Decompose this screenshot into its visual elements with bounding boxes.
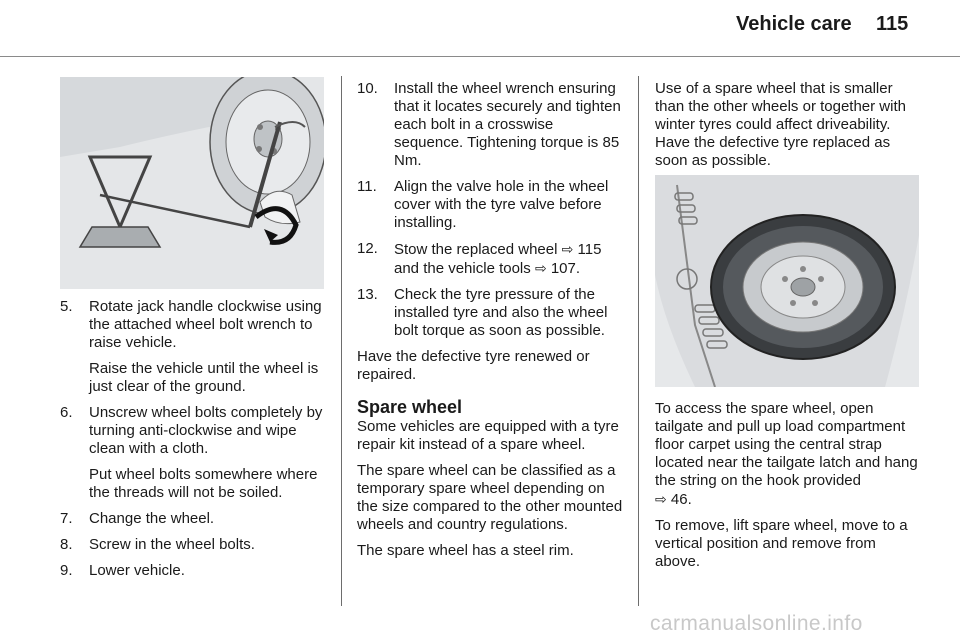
section-heading-spare-wheel: Spare wheel: [357, 397, 463, 417]
list-item-step-8: 8. Screw in the wheel bolts.: [60, 536, 255, 553]
list-item-step-13: 13. Check the tyre pressure of the installed tyre and also the wheel bolt torque as soon as possible.: [357, 286, 608, 339]
watermark: carmanualsonline.info: [650, 612, 863, 635]
page-ref-link[interactable]: 115: [577, 241, 602, 258]
list-item-step-12: 12. Stow the replaced wheel ⇨ 115 and the vehicle tools ⇨ 107.: [357, 240, 602, 277]
jack-wheel-illustration-icon: [60, 77, 324, 289]
paragraph-remove-spare: To remove, lift spare wheel, move to a vertical position and remove from above.: [655, 517, 908, 570]
header-divider: [0, 56, 960, 57]
paragraph-steel-rim: The spare wheel has a steel rim.: [357, 542, 574, 559]
paragraph-smaller-spare: Use of a spare wheel that is smaller than the other wheels or together with winter tyres could affect driveability. Have the defective tyre replaced as soon as possible.: [655, 80, 906, 169]
column-divider-1: [341, 76, 342, 606]
spare-wheel-illustration-icon: [655, 175, 919, 387]
page-ref-arrow-icon: ⇨: [655, 491, 667, 507]
paragraph-repair-kit: Some vehicles are equipped with a tyre repair kit instead of a spare wheel.: [357, 418, 619, 453]
column-3-top-text: [655, 80, 923, 178]
list-item-step-10: 10. Install the wheel wrench ensuring that it locates securely and tighten each bolt in a crosswise sequence. Tightening torque is 85 Nm.: [357, 80, 621, 169]
list-item-step-9: 9. Lower vehicle.: [60, 562, 185, 579]
page-title: Vehicle care: [736, 13, 852, 35]
paragraph-access-spare: To access the spare wheel, open tailgate and pull up load compartment floor carpet using the central strap located near the tailgate latch and hang the string on the hook provided ⇨ 46.: [655, 400, 918, 508]
steps-list-2: [357, 80, 625, 340]
list-item-step-7: 7. Change the wheel.: [60, 510, 215, 527]
page-ref-arrow-icon: ⇨: [534, 260, 547, 276]
column-1-text: [60, 298, 324, 588]
paragraph-temporary-spare: The spare wheel can be classified as a temporary spare wheel depending on the size compared to the other mounted wheels and country regulations.: [357, 462, 623, 533]
page-ref-link[interactable]: 107.: [550, 260, 581, 277]
page-ref-link[interactable]: 46.: [670, 491, 692, 508]
list-item-step-6: 6. Unscrew wheel bolts completely by turning anti-clockwise and wipe clean with a cloth. Put wheel bolts somewhere where the threads will not be soiled.: [60, 404, 323, 501]
page-ref-arrow-icon: ⇨: [561, 241, 574, 257]
column-3-bottom-text: [655, 400, 923, 579]
column-2-text: [357, 80, 625, 568]
column-divider-2: [638, 76, 639, 606]
paragraph-renew-tyre: Have the defective tyre renewed or repaired.: [357, 348, 590, 383]
list-item-step-11: 11. Align the valve hole in the wheel cover with the tyre valve before installing.: [357, 178, 609, 231]
list-item-step-5: 5. Rotate jack handle clockwise using the attached wheel bolt wrench to raise vehicle. Raise the vehicle until the wheel is just clear of the ground.: [60, 298, 322, 395]
page-number: 115: [876, 13, 909, 35]
steps-list-1: [60, 298, 324, 580]
